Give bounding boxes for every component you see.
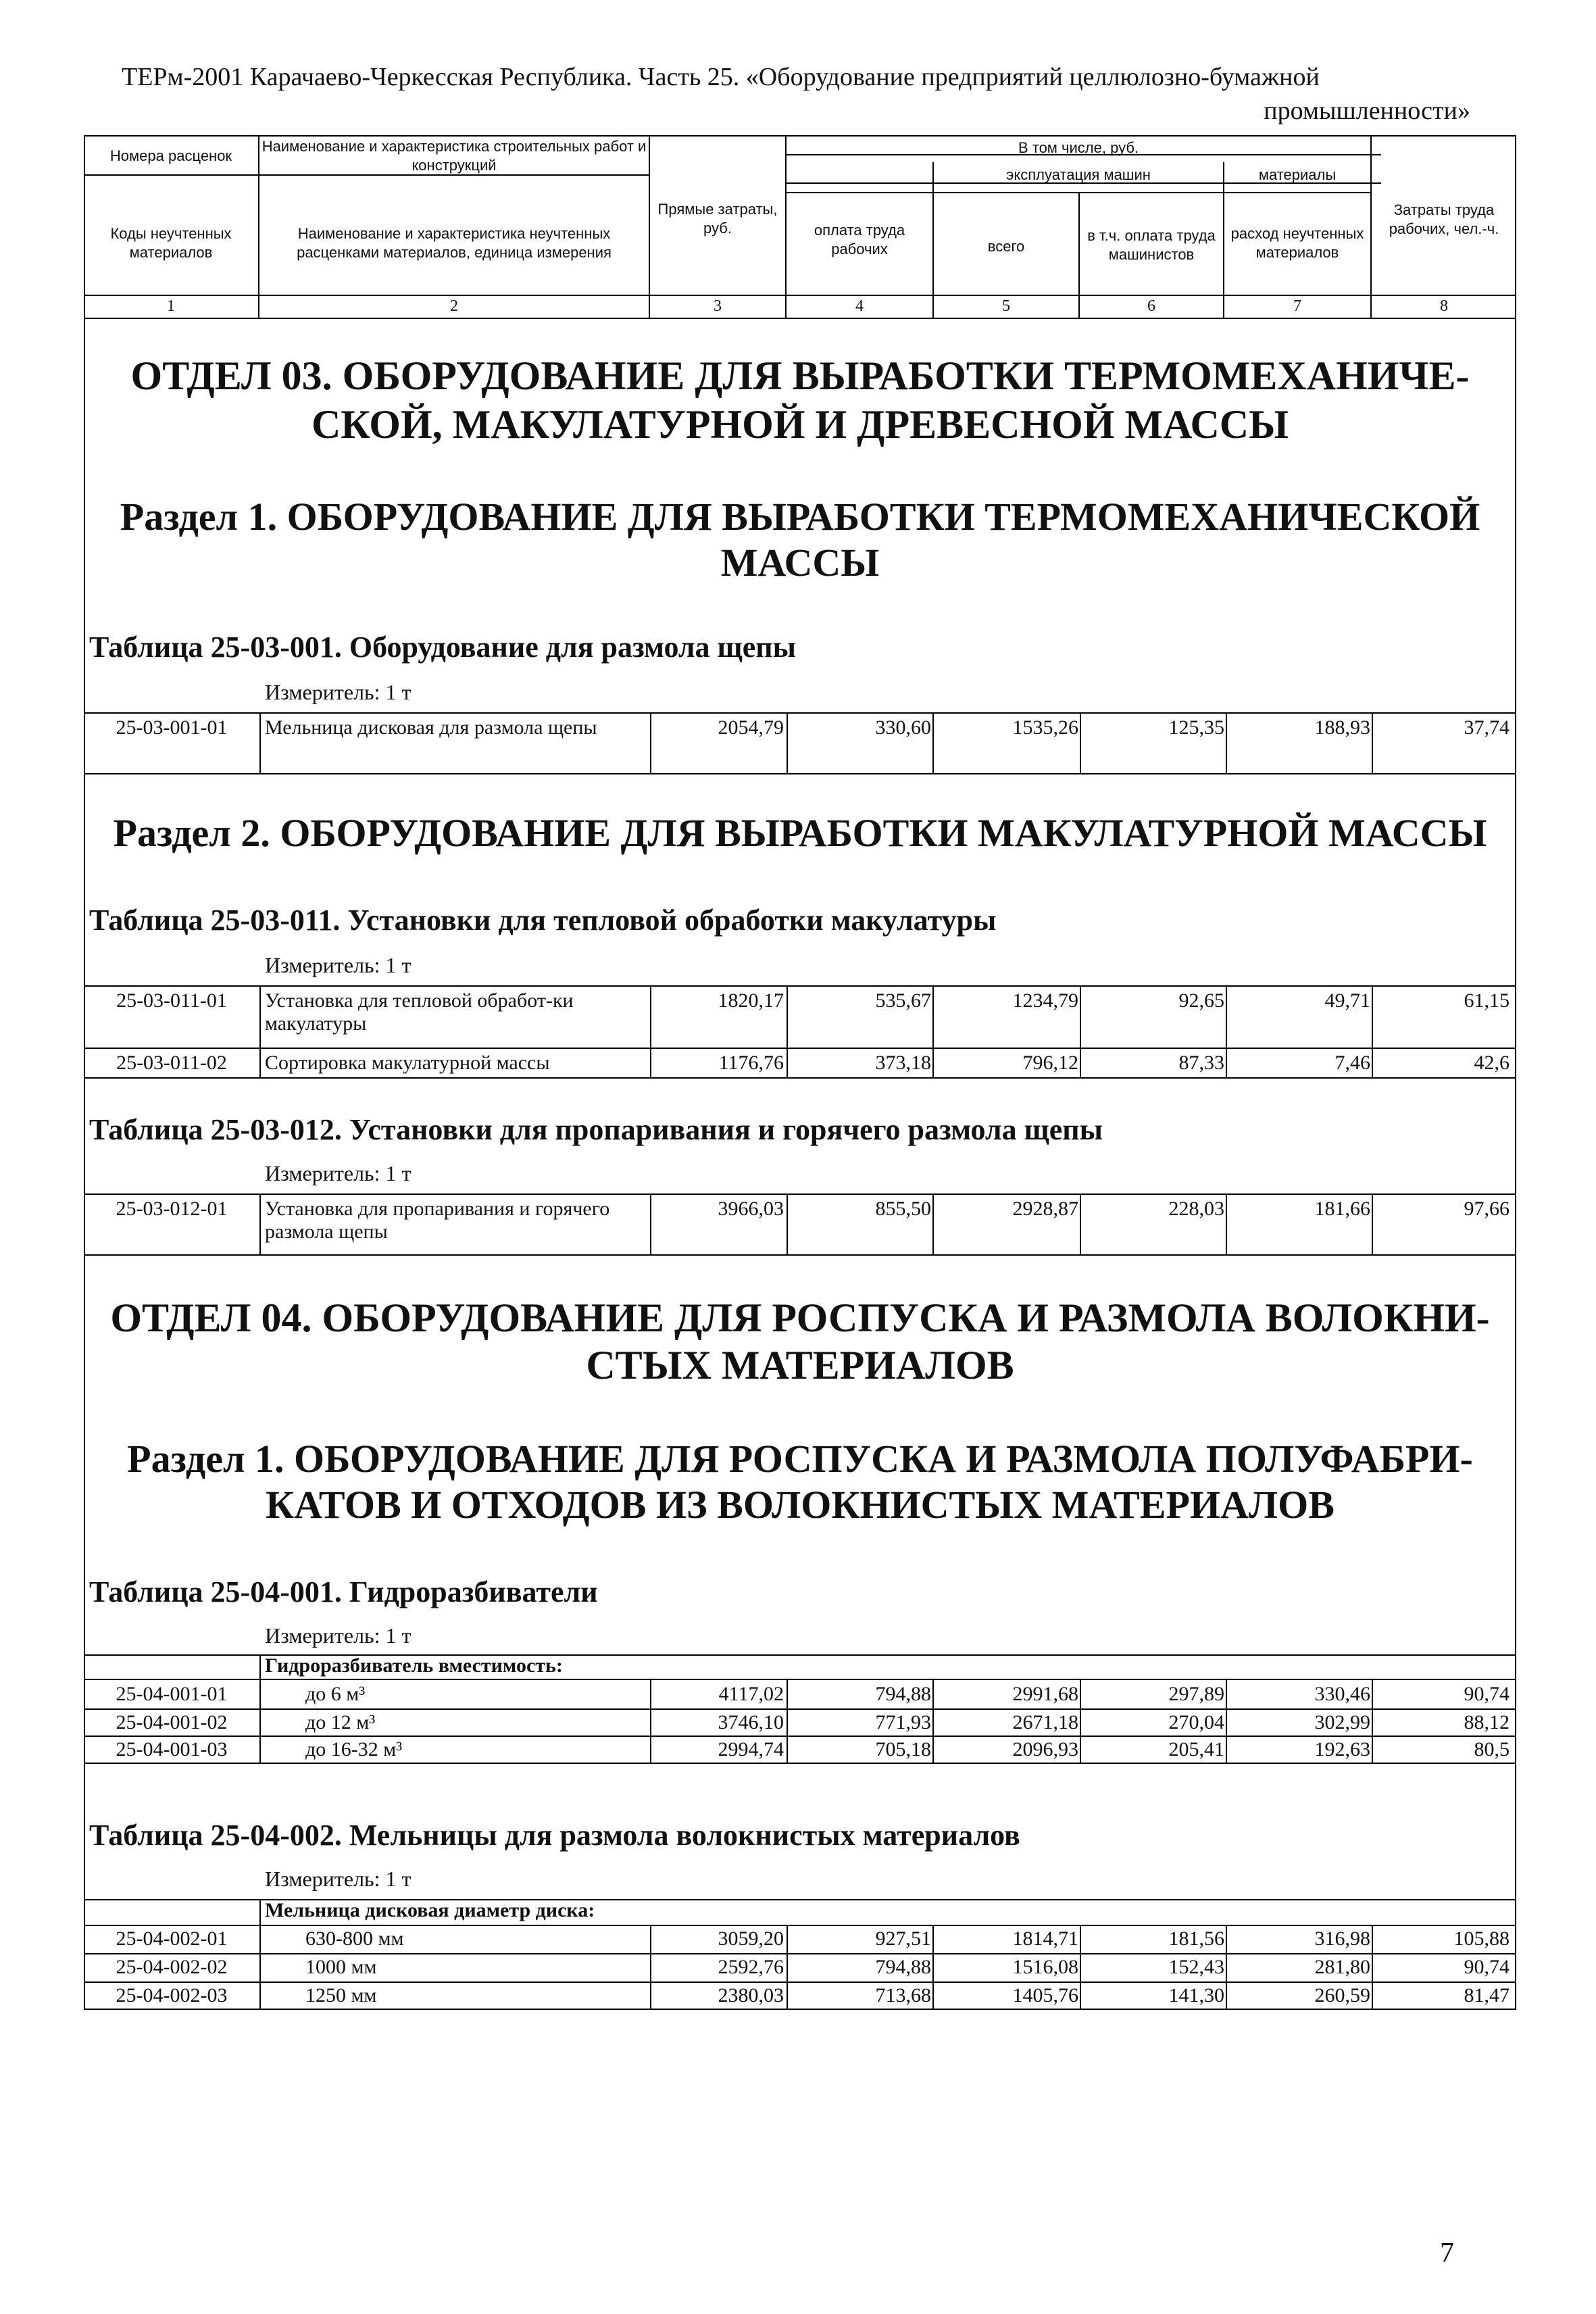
col-number: 1	[167, 297, 175, 315]
labor-hours: 97,66	[1464, 1198, 1510, 1220]
materials: 188,93	[1314, 716, 1370, 739]
machine-total: 1535,26	[1012, 716, 1078, 739]
materials: 49,71	[1324, 989, 1370, 1012]
machine-total: 796,12	[1022, 1052, 1078, 1074]
rate-name: до 6 м³	[305, 1683, 366, 1705]
direct-costs: 1820,17	[718, 989, 784, 1012]
materials: 302,99	[1314, 1711, 1370, 1733]
machine-total: 2991,68	[1012, 1683, 1078, 1705]
direct-costs: 4117,02	[718, 1683, 784, 1705]
col5-header: всего	[987, 238, 1025, 255]
materials: 260,59	[1314, 1984, 1370, 2007]
machine-total: 1234,79	[1012, 989, 1078, 1012]
running-header-line-1: ТЕРм-2001 Карачаево-Черкесская Республика. Часть 25. «Оборудование предприятий целлюлозно-бумажной	[122, 63, 1320, 91]
machines-header: эксплуатация машин	[1006, 166, 1151, 183]
rate-code: 25-04-002-02	[116, 1956, 228, 1978]
operator-wages: 297,89	[1168, 1683, 1224, 1705]
labor-hours: 81,47	[1464, 1984, 1510, 2007]
col4-header: оплата труда рабочих	[814, 222, 905, 257]
group-heading: Мельница дисковая диаметр диска:	[265, 1899, 595, 1921]
direct-costs: 2054,79	[718, 716, 784, 739]
direct-costs: 2380,03	[718, 1984, 784, 2007]
dept04-section1-title-line1: Раздел 1. ОБОРУДОВАНИЕ ДЛЯ РОСПУСКА И РАЗМОЛА ПОЛУФАБРИ-	[127, 1437, 1473, 1481]
dept03-section1-title-line2: МАССЫ	[720, 541, 880, 585]
operator-wages: 141,30	[1168, 1984, 1224, 2007]
direct-costs: 3746,10	[718, 1711, 784, 1733]
table-title: Таблица 25-04-002. Мельницы для размола волокнистых материалов	[89, 1819, 1020, 1852]
col-number: 6	[1147, 297, 1155, 315]
operator-wages: 205,41	[1168, 1738, 1224, 1761]
col-number: 2	[450, 297, 458, 315]
measure-unit: Измеритель: 1 т	[265, 680, 412, 704]
rate-code: 25-04-001-02	[116, 1711, 228, 1733]
col-number: 3	[714, 297, 722, 315]
machine-total: 2671,18	[1012, 1711, 1078, 1733]
rate-code: 25-03-011-01	[116, 989, 227, 1012]
operator-wages: 270,04	[1168, 1711, 1224, 1733]
dept03-section2-title: Раздел 2. ОБОРУДОВАНИЕ ДЛЯ ВЫРАБОТКИ МАКУЛАТУРНОЙ МАССЫ	[113, 811, 1487, 855]
direct-costs: 2592,76	[718, 1956, 784, 1978]
operator-wages: 228,03	[1168, 1198, 1224, 1220]
labor-hours: 90,74	[1464, 1683, 1510, 1705]
worker-wages: 535,67	[875, 989, 931, 1012]
materials: 192,63	[1314, 1738, 1370, 1761]
operator-wages: 125,35	[1168, 716, 1224, 739]
col1-header: Номера расценок	[109, 147, 232, 164]
col-number: 5	[1002, 297, 1010, 315]
dept03-section1-title-line1: Раздел 1. ОБОРУДОВАНИЕ ДЛЯ ВЫРАБОТКИ ТЕРМОМЕХАНИЧЕСКОЙ	[120, 495, 1480, 539]
rate-name: 1000 мм	[305, 1956, 377, 1978]
operator-wages: 92,65	[1178, 989, 1224, 1012]
labor-hours: 37,74	[1464, 716, 1510, 739]
worker-wages: 330,60	[875, 716, 931, 739]
measure-unit: Измеритель: 1 т	[265, 1867, 412, 1891]
dept04-title-line1: ОТДЕЛ 04. ОБОРУДОВАНИЕ ДЛЯ РОСПУСКА И РАЗМОЛА ВОЛОКНИ-	[110, 1296, 1490, 1340]
operator-wages: 181,56	[1168, 1927, 1224, 1950]
measure-unit: Измеритель: 1 т	[265, 953, 412, 977]
rate-name: 630-800 мм	[305, 1927, 404, 1950]
machine-total: 1814,71	[1012, 1927, 1078, 1950]
direct-costs: 3059,20	[718, 1927, 784, 1950]
labor-hours: 42,6	[1474, 1052, 1510, 1074]
rate-code: 25-03-001-01	[116, 716, 228, 739]
labor-hours: 105,88	[1453, 1927, 1510, 1950]
table-title: Таблица 25-03-001. Оборудование для размола щепы	[89, 631, 796, 664]
direct-costs: 2994,74	[718, 1738, 784, 1761]
col-number: 4	[855, 297, 864, 315]
group-heading: Гидроразбиватель вместимость:	[265, 1654, 563, 1677]
page-number: 7	[1440, 2238, 1454, 2269]
direct-costs: 3966,03	[718, 1198, 784, 1220]
measure-unit: Измеритель: 1 т	[265, 1161, 412, 1185]
col-number: 8	[1440, 297, 1448, 315]
materials: 7,46	[1335, 1052, 1370, 1074]
rate-code: 25-04-002-03	[116, 1984, 228, 2007]
direct-costs: 1176,76	[718, 1052, 784, 1074]
dept03-title-line2: СКОЙ, МАКУЛАТУРНОЙ И ДРЕВЕСНОЙ МАССЫ	[311, 402, 1289, 447]
col7-header: расход неучтенных материалов	[1230, 225, 1364, 261]
materials-header: материалы	[1258, 166, 1337, 183]
col-number: 7	[1293, 297, 1301, 315]
col6-header: в т.ч. оплата труда машинистов	[1087, 227, 1216, 263]
rate-name: до 16-32 м³	[305, 1738, 403, 1761]
col2-subheader: Наименование и характеристика неучтенных расценками материалов, единица измерения	[297, 225, 612, 261]
worker-wages: 855,50	[875, 1198, 931, 1220]
rate-code: 25-04-001-01	[116, 1683, 228, 1705]
dept03-title-line1: ОТДЕЛ 03. ОБОРУДОВАНИЕ ДЛЯ ВЫРАБОТКИ ТЕРМОМЕХАНИЧЕ-	[130, 353, 1470, 398]
operator-wages: 152,43	[1168, 1956, 1224, 1978]
dept04-section1-title-line2: КАТОВ И ОТХОДОВ ИЗ ВОЛОКНИСТЫХ МАТЕРИАЛОВ	[266, 1483, 1335, 1527]
rate-code: 25-04-001-03	[116, 1738, 228, 1761]
rate-code: 25-03-012-01	[116, 1198, 228, 1220]
measure-unit: Измеритель: 1 т	[265, 1623, 412, 1648]
rate-name: Установка для пропаривания и горячего размола щепы	[265, 1198, 610, 1243]
machine-total: 2096,93	[1012, 1738, 1078, 1761]
col2-header: Наименование и характеристика строительных работ и конструкций	[261, 138, 647, 174]
table-title: Таблица 25-04-001. Гидроразбиватели	[89, 1575, 598, 1608]
worker-wages: 794,88	[875, 1956, 931, 1978]
materials: 181,66	[1314, 1198, 1370, 1220]
rate-name: Установка для тепловой обработ-ки макулатуры	[265, 989, 574, 1035]
rate-name: Мельница дисковая для размола щепы	[265, 716, 597, 739]
worker-wages: 771,93	[875, 1711, 931, 1733]
rate-code: 25-04-002-01	[116, 1927, 228, 1950]
worker-wages: 927,51	[875, 1927, 931, 1950]
worker-wages: 794,88	[875, 1683, 931, 1705]
machine-total: 1405,76	[1012, 1984, 1078, 2007]
col8-header: Затраты труда рабочих, чел.-ч.	[1389, 201, 1499, 237]
materials: 316,98	[1314, 1927, 1370, 1950]
table-title: Таблица 25-03-012. Установки для пропаривания и горячего размола щепы	[89, 1113, 1103, 1146]
materials: 330,46	[1314, 1683, 1370, 1705]
materials: 281,80	[1314, 1956, 1370, 1978]
rate-name: Сортировка макулатурной массы	[265, 1052, 550, 1074]
machine-total: 2928,87	[1012, 1198, 1078, 1220]
operator-wages: 87,33	[1178, 1052, 1224, 1074]
table-title: Таблица 25-03-011. Установки для тепловой обработки макулатуры	[89, 904, 997, 937]
labor-hours: 90,74	[1464, 1956, 1510, 1978]
labor-hours: 80,5	[1474, 1738, 1510, 1761]
dept04-title-line2: СТЫХ МАТЕРИАЛОВ	[586, 1343, 1014, 1387]
running-header-line-2: промышленности»	[1264, 97, 1470, 125]
rate-name: 1250 мм	[305, 1984, 377, 2007]
rate-code: 25-03-011-02	[116, 1052, 227, 1074]
worker-wages: 705,18	[875, 1738, 931, 1761]
rate-name: до 12 м³	[305, 1711, 376, 1733]
including-header: В том числе, руб.	[1018, 139, 1139, 156]
worker-wages: 713,68	[875, 1984, 931, 2007]
labor-hours: 61,15	[1464, 989, 1510, 1012]
col1-subheader: Коды неучтенных материалов	[110, 225, 232, 261]
col3-header: Прямые затраты, руб.	[657, 201, 778, 237]
worker-wages: 373,18	[875, 1052, 931, 1074]
labor-hours: 88,12	[1464, 1711, 1510, 1733]
machine-total: 1516,08	[1012, 1956, 1078, 1978]
